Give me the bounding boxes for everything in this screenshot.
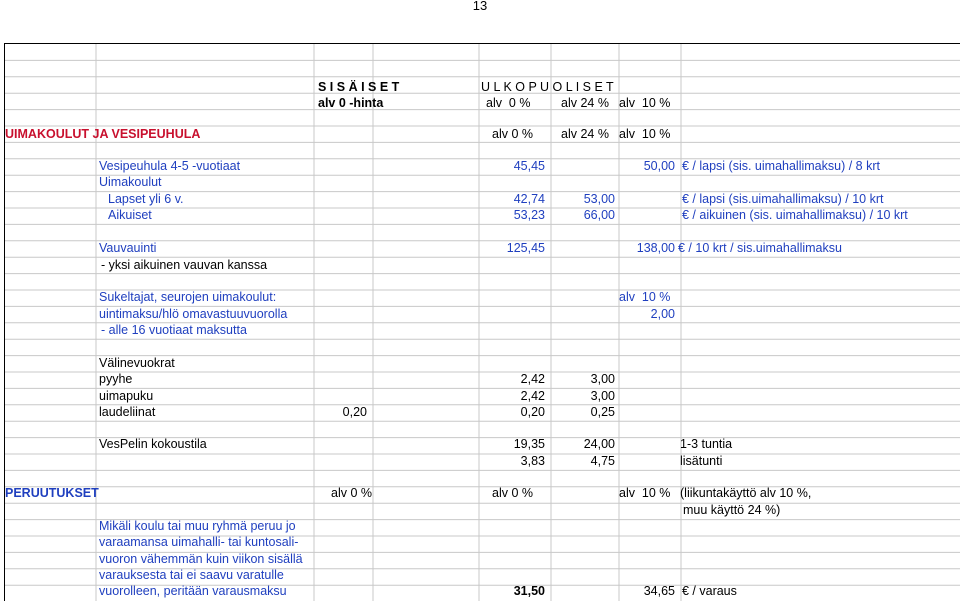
value-alv0: 42,74	[513, 192, 545, 206]
row-note: € / lapsi (sis.uimahallimaksu) / 10 krt	[682, 192, 884, 206]
row-note: € / aikuinen (sis. uimahallimaksu) / 10 krt	[682, 208, 908, 222]
vespelin-alv24: 4,75	[590, 454, 615, 468]
sukeltajat-line3: - alle 16 vuotiaat maksutta	[101, 323, 247, 337]
uimakoulut-col-alv24: alv 24 %	[561, 127, 609, 141]
uimakoulut-col-alv10: alv 10 %	[619, 127, 671, 141]
value-alv0: 2,42	[520, 372, 545, 386]
value-alv24: 3,00	[590, 389, 615, 403]
value-alv24: 66,00	[583, 208, 615, 222]
vauvauinti-alv0: 125,45	[506, 241, 545, 255]
peruutukset-text: varaamansa uimahalli- tai kuntosali-	[99, 535, 299, 549]
peruutukset-alv10: 34,65	[643, 584, 675, 598]
peruutukset-col-sisainen: alv 0 %	[331, 486, 372, 500]
vespelin-note: 1-3 tuntia	[680, 437, 733, 451]
vespelin-note: lisätunti	[680, 454, 723, 468]
header-ulkopuoliset: U L K O P U O L I S E T	[481, 80, 614, 94]
peruutukset-alv0: 31,50	[513, 584, 545, 598]
spreadsheet	[4, 43, 960, 601]
vauvauinti-alv10: 138,00	[636, 241, 675, 255]
header-col-alv0: alv 0 %	[486, 96, 531, 110]
value-alv24: 0,25	[590, 405, 615, 419]
sukeltajat-value: 2,00	[650, 307, 675, 321]
peruutukset-note: muu käyttö 24 %)	[683, 503, 781, 517]
vauvauinti-label: Vauvauinti	[99, 241, 157, 255]
vespelin-label: VesPelin kokoustila	[99, 437, 207, 451]
header-col-alv10: alv 10 %	[619, 96, 671, 110]
header-col-alv24: alv 24 %	[561, 96, 609, 110]
peruutukset-title: PERUUTUKSET	[5, 486, 99, 500]
row-label: pyyhe	[99, 372, 133, 386]
row-label: Lapset yli 6 v.	[108, 192, 184, 206]
peruutukset-text: Mikäli koulu tai muu ryhmä peruu jo	[99, 519, 296, 533]
page-number: 13	[472, 0, 488, 13]
value-alv0: 53,23	[513, 208, 545, 222]
peruutukset-text: vuoron vähemmän kuin viikon sisällä	[99, 552, 303, 566]
value-alv0: 45,45	[513, 159, 545, 173]
vespelin-alv24: 24,00	[583, 437, 615, 451]
value-alv10: 50,00	[643, 159, 675, 173]
vespelin-alv0: 3,83	[520, 454, 545, 468]
peruutukset-col-alv0: alv 0 %	[492, 486, 533, 500]
row-label: Vesipeuhula 4-5 -vuotiaat	[99, 159, 241, 173]
uimakoulut-col-alv0: alv 0 %	[492, 127, 533, 141]
uimakoulut-title: UIMAKOULUT JA VESIPEUHULA	[5, 127, 201, 141]
vauvauinti-note: € / 10 krt / sis.uimahallimaksu	[678, 241, 842, 255]
peruutukset-text: varauksesta tai ei saavu varatulle	[99, 568, 284, 582]
sukeltajat-line2: uintimaksu/hlö omavastuuvuorolla	[99, 307, 288, 321]
row-label: uimapuku	[99, 389, 154, 403]
row-label: Uimakoulut	[99, 175, 162, 189]
value-alv24: 53,00	[583, 192, 615, 206]
sukeltajat-label: Sukeltajat, seurojen uimakoulut:	[99, 290, 277, 304]
value-alv0: 0,20	[520, 405, 545, 419]
peruutukset-note: (liikuntakäyttö alv 10 %,	[680, 486, 812, 500]
peruutukset-text: vuorolleen, peritään varausmaksu	[99, 584, 287, 598]
row-note: € / lapsi (sis. uimahallimaksu) / 8 krt	[682, 159, 880, 173]
row-label: laudeliinat	[99, 405, 156, 419]
value-alv0: 2,42	[520, 389, 545, 403]
value-alv24: 3,00	[590, 372, 615, 386]
peruutukset-col-alv10: alv 10 %	[619, 486, 671, 500]
valinevuokrat-title: Välinevuokrat	[99, 356, 175, 370]
value-sisainen: 0,20	[342, 405, 367, 419]
sukeltajat-col: alv 10 %	[619, 290, 671, 304]
header-alv0-hinta: alv 0 -hinta	[318, 96, 384, 110]
row-label: Aikuiset	[108, 208, 152, 222]
vespelin-alv0: 19,35	[513, 437, 545, 451]
peruutukset-unit: € / varaus	[682, 584, 737, 598]
header-sisaiset: S I S Ä I S E T	[318, 80, 400, 94]
vauvauinti-sub: - yksi aikuinen vauvan kanssa	[101, 258, 268, 272]
